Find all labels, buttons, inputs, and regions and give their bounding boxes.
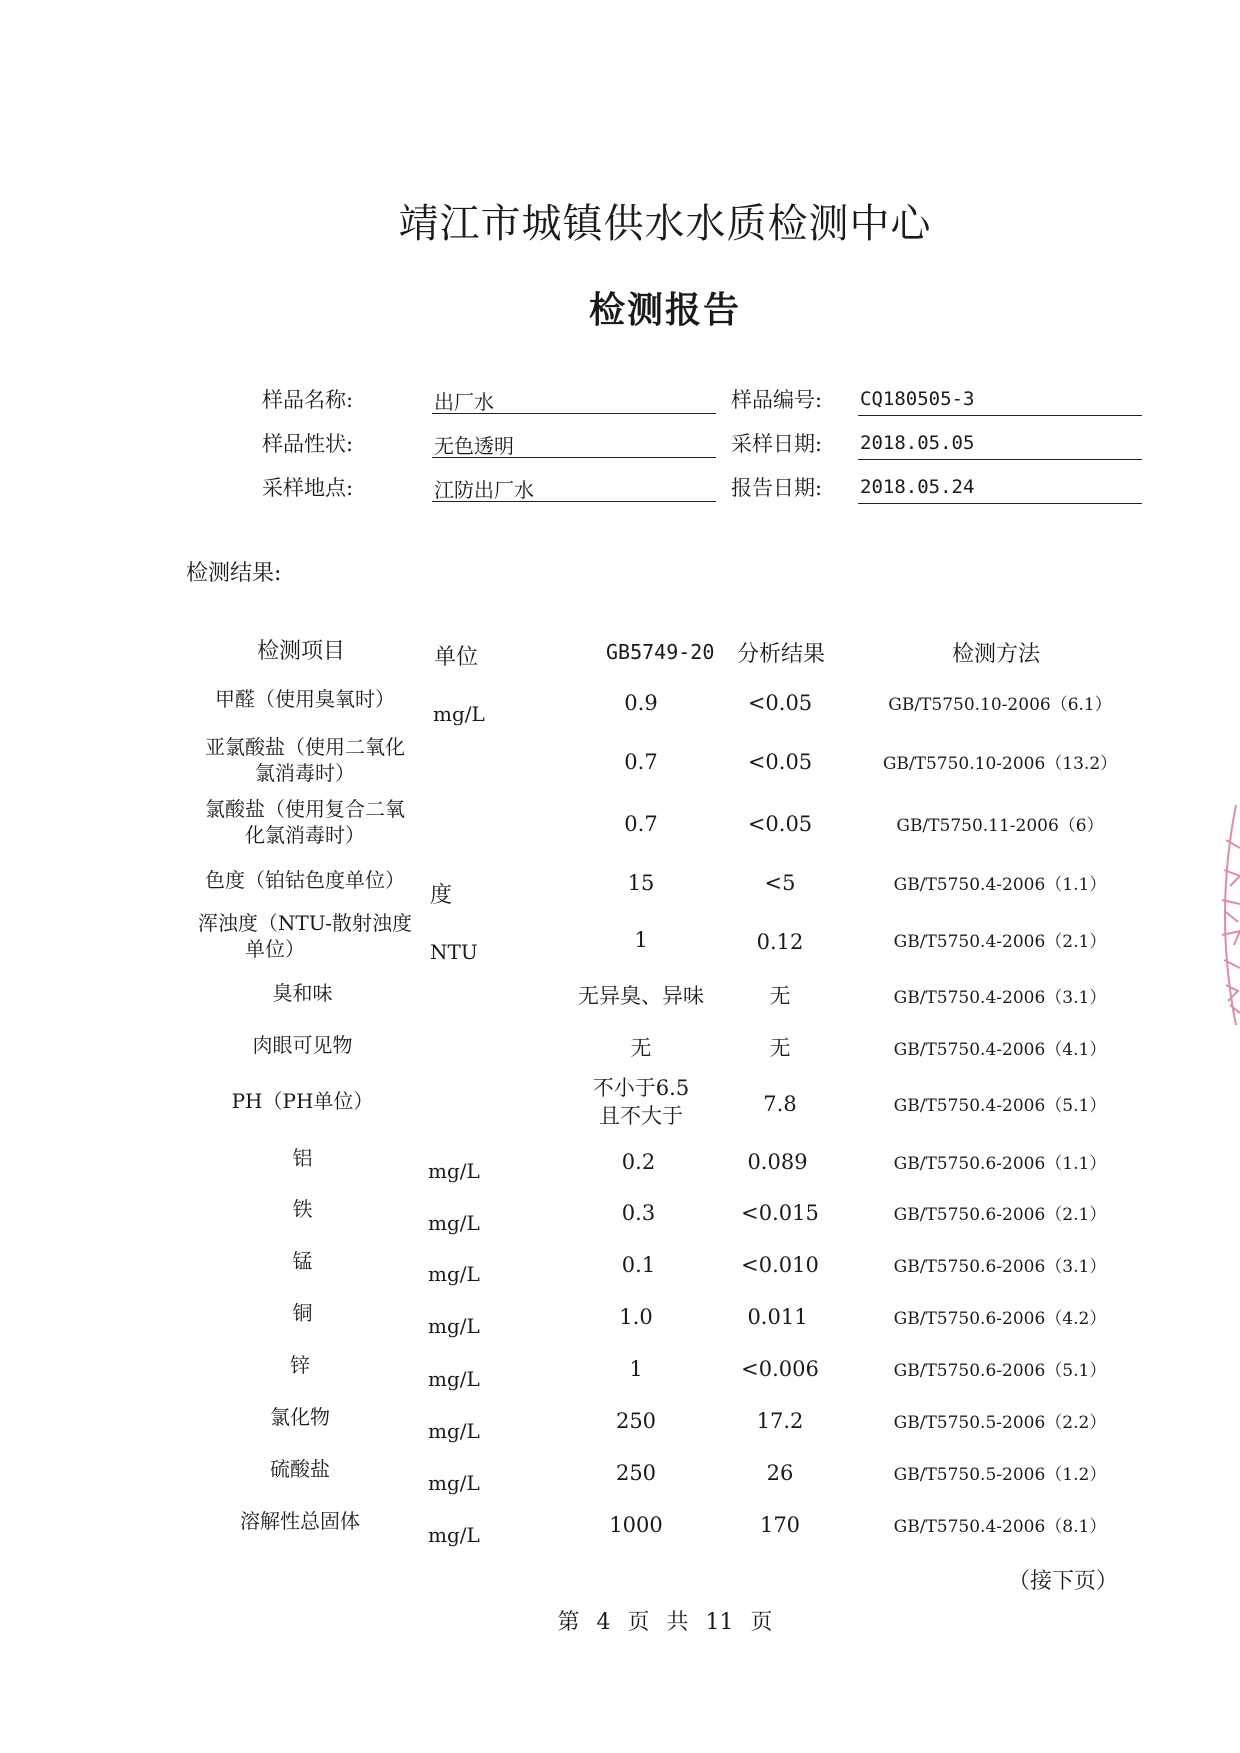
table-row-item-line1: 亚氯酸盐（使用二氧化 bbox=[205, 735, 405, 759]
table-row-unit: mg/L bbox=[428, 1367, 480, 1391]
table-row-method: GB/T5750.6-2006（3.1） bbox=[893, 1257, 1107, 1277]
sample-name-label: 样品名称: bbox=[262, 388, 354, 412]
table-row-item: 锌 bbox=[290, 1353, 310, 1377]
table-row-standard: 250 bbox=[615, 1409, 657, 1433]
table-row-unit: mg/L bbox=[428, 1211, 480, 1235]
sampling-date-label: 采样日期: bbox=[731, 432, 823, 456]
table-row-result: <0.05 bbox=[747, 691, 813, 715]
table-row-method: GB/T5750.11-2006（6） bbox=[896, 816, 1104, 836]
table-row-result: <0.006 bbox=[741, 1357, 819, 1381]
table-row-item-line2: 氯消毒时） bbox=[255, 761, 355, 785]
sample-trait-value: 无色透明 bbox=[432, 430, 716, 458]
table-row-standard-line1: 不小于6.5 bbox=[592, 1076, 690, 1100]
table-row-result: <5 bbox=[764, 871, 796, 895]
table-row-method: GB/T5750.4-2006（8.1） bbox=[893, 1517, 1107, 1537]
table-row-item: 氯化物 bbox=[270, 1405, 330, 1429]
table-row-unit: mg/L bbox=[428, 1419, 480, 1443]
table-row-method: GB/T5750.10-2006（6.1） bbox=[888, 695, 1112, 715]
table-row-item: 硫酸盐 bbox=[270, 1457, 330, 1481]
table-row-result: <0.010 bbox=[741, 1253, 819, 1277]
header-method: 检测方法 bbox=[952, 642, 1041, 667]
table-row-standard: 1 bbox=[629, 1357, 643, 1381]
table-row-method: GB/T5750.5-2006（1.2） bbox=[893, 1465, 1107, 1485]
table-row-item: 铜 bbox=[292, 1301, 313, 1325]
table-row-result: 170 bbox=[759, 1513, 801, 1537]
table-row-standard: 0.9 bbox=[624, 691, 658, 715]
table-row-method: GB/T5750.5-2006（2.2） bbox=[893, 1413, 1107, 1433]
sample-no-value: CQ180505-3 bbox=[858, 388, 1142, 416]
header-result: 分析结果 bbox=[737, 642, 826, 667]
sample-name-value: 出厂水 bbox=[432, 386, 716, 414]
table-row-item: 溶解性总固体 bbox=[240, 1509, 360, 1533]
table-row-result: <0.015 bbox=[741, 1201, 819, 1225]
table-row-standard: 15 bbox=[627, 871, 655, 895]
table-row-item: PH（PH单位） bbox=[231, 1089, 374, 1113]
unit-degree: 度 bbox=[430, 883, 453, 908]
table-row-standard: 250 bbox=[615, 1461, 657, 1485]
report-date-label: 报告日期: bbox=[731, 476, 823, 500]
table-row-standard: 0.7 bbox=[624, 812, 658, 836]
table-row-result: 17.2 bbox=[756, 1409, 804, 1433]
results-heading: 检测结果: bbox=[186, 561, 282, 586]
seal-stamp-icon bbox=[1206, 800, 1240, 1030]
table-row-method: GB/T5750.4-2006（2.1） bbox=[893, 932, 1107, 952]
table-row-result: 0.089 bbox=[747, 1150, 808, 1174]
table-row-method: GB/T5750.4-2006（3.1） bbox=[893, 988, 1107, 1008]
table-row-standard: 1 bbox=[634, 928, 648, 952]
table-row-method: GB/T5750.10-2006（13.2） bbox=[882, 754, 1118, 774]
report-title: 检测报告 bbox=[588, 289, 741, 331]
header-unit: 单位 bbox=[434, 645, 479, 670]
table-row-item-line2: 化氯消毒时） bbox=[245, 823, 365, 847]
sampling-date-value: 2018.05.05 bbox=[858, 432, 1142, 460]
table-row-result: 无 bbox=[769, 984, 791, 1008]
table-row-standard: 1000 bbox=[609, 1513, 663, 1537]
table-row-result: 无 bbox=[769, 1036, 791, 1060]
table-row-item-line2: 单位） bbox=[245, 937, 305, 961]
table-row-result: 26 bbox=[766, 1461, 794, 1485]
sampling-place-label: 采样地点: bbox=[262, 476, 354, 500]
table-row-unit: mg/L bbox=[428, 1471, 480, 1495]
table-row-standard: 无异臭、异味 bbox=[578, 984, 704, 1008]
table-row-standard: 0.7 bbox=[624, 750, 658, 774]
table-row-method: GB/T5750.6-2006（5.1） bbox=[893, 1361, 1107, 1381]
table-row-method: GB/T5750.4-2006（5.1） bbox=[893, 1096, 1107, 1116]
table-row-item: 甲醛（使用臭氧时） bbox=[215, 687, 395, 711]
table-row-method: GB/T5750.6-2006（2.1） bbox=[893, 1205, 1107, 1225]
table-row-result: <0.05 bbox=[747, 812, 813, 836]
table-row-standard: 0.3 bbox=[621, 1201, 656, 1225]
table-row-result: 7.8 bbox=[763, 1092, 797, 1116]
table-row-result: 0.011 bbox=[747, 1305, 808, 1329]
continued-note: （接下页） bbox=[1008, 1569, 1119, 1594]
table-row-item-line1: 氯酸盐（使用复合二氧 bbox=[205, 797, 405, 821]
table-row-result: <0.05 bbox=[747, 750, 813, 774]
table-row-result: 0.12 bbox=[756, 930, 804, 954]
table-row-item: 铝 bbox=[292, 1146, 313, 1170]
table-row-method: GB/T5750.4-2006（1.1） bbox=[893, 875, 1107, 895]
sample-no-label: 样品编号: bbox=[731, 388, 823, 412]
table-row-method: GB/T5750.4-2006（4.1） bbox=[893, 1040, 1107, 1060]
table-row-item: 锰 bbox=[292, 1249, 313, 1273]
table-row-item: 臭和味 bbox=[272, 981, 333, 1005]
header-item: 检测项目 bbox=[257, 639, 346, 664]
table-row-method: GB/T5750.6-2006（4.2） bbox=[893, 1309, 1107, 1329]
unit-mg-group-1: mg/L bbox=[433, 702, 485, 726]
header-standard: GB5749-20 bbox=[606, 640, 715, 664]
table-row-unit: mg/L bbox=[428, 1314, 480, 1338]
report-date-value: 2018.05.24 bbox=[858, 476, 1142, 504]
table-row-standard: 0.2 bbox=[621, 1150, 656, 1174]
table-row-item: 肉眼可见物 bbox=[252, 1033, 353, 1057]
table-row-standard: 无 bbox=[630, 1036, 652, 1060]
table-row-standard: 0.1 bbox=[621, 1253, 656, 1277]
table-row-unit: mg/L bbox=[428, 1262, 480, 1286]
table-row-item-line1: 浑浊度（NTU-散射浊度 bbox=[197, 911, 413, 935]
table-row-method: GB/T5750.6-2006（1.1） bbox=[893, 1154, 1107, 1174]
unit-ntu: NTU bbox=[430, 940, 478, 964]
table-row-standard-line2: 且不大于 bbox=[599, 1104, 683, 1128]
table-row-item: 铁 bbox=[292, 1197, 313, 1221]
organization-name: 靖江市城镇供水水质检测中心 bbox=[398, 201, 932, 247]
table-row-unit: mg/L bbox=[428, 1523, 480, 1547]
sampling-place-value: 江防出厂水 bbox=[432, 474, 716, 502]
table-row-item: 色度（铂钴色度单位） bbox=[205, 868, 405, 892]
page-number: 第 4 页 共 11 页 bbox=[557, 1610, 773, 1635]
table-row-standard: 1.0 bbox=[619, 1305, 653, 1329]
table-row-unit: mg/L bbox=[428, 1159, 480, 1183]
sample-trait-label: 样品性状: bbox=[262, 432, 354, 456]
